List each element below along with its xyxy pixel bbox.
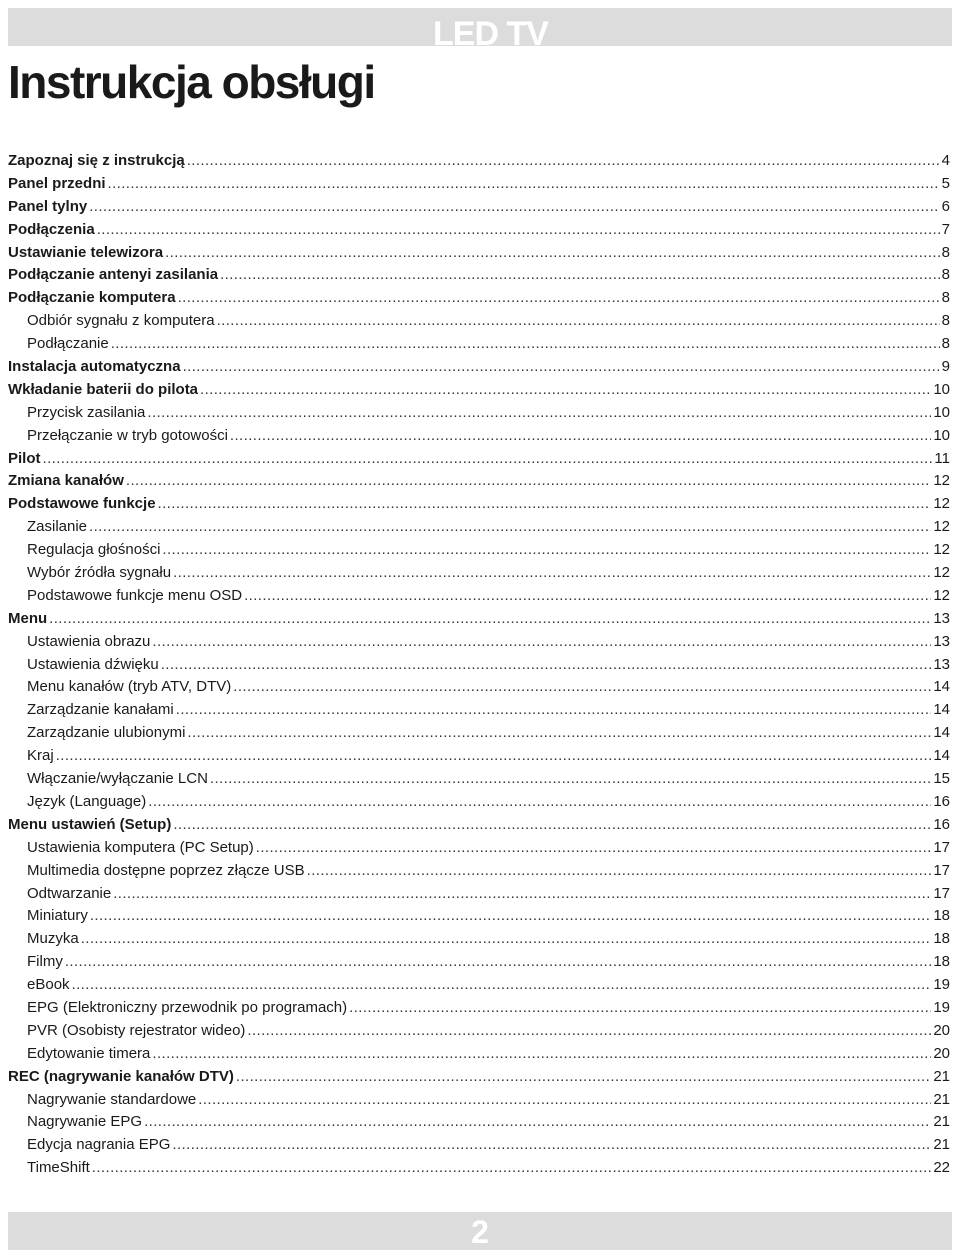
toc-entry[interactable]	[8, 448, 950, 471]
toc-entry[interactable]	[8, 1134, 950, 1157]
toc-leader-dots	[176, 699, 932, 722]
toc-leader-dots	[173, 562, 931, 585]
toc-leader-dots	[178, 287, 940, 310]
toc-entry-label: Odbiór sygnału z komputera	[27, 312, 215, 330]
toc-leader-dots	[236, 1066, 931, 1089]
toc-leader-dots	[183, 356, 940, 379]
toc-entry[interactable]	[8, 150, 950, 173]
toc-leader-dots	[161, 654, 932, 677]
toc-entry[interactable]	[8, 1020, 950, 1043]
toc-entry[interactable]	[8, 974, 950, 997]
toc-leader-dots	[113, 883, 931, 906]
toc-entry-page: 16	[933, 815, 950, 833]
toc-leader-dots	[158, 493, 932, 516]
toc-entry[interactable]	[8, 493, 950, 516]
toc-entry[interactable]	[8, 242, 950, 265]
toc-entry[interactable]	[8, 997, 950, 1020]
toc-entry[interactable]	[8, 837, 950, 860]
toc-entry[interactable]	[8, 699, 950, 722]
toc-entry[interactable]	[8, 768, 950, 791]
toc-entry[interactable]	[8, 951, 950, 974]
toc-entry[interactable]	[8, 539, 950, 562]
toc-entry-label: Podłączenia	[8, 220, 95, 238]
toc-entry-label: Ustawienia komputera (PC Setup)	[27, 838, 254, 856]
toc-entry-page: 17	[933, 884, 950, 902]
toc-entry-page: 20	[933, 1021, 950, 1039]
toc-entry-page: 21	[933, 1136, 950, 1154]
toc-entry-label: Włączanie/wyłączanie LCN	[27, 770, 208, 788]
toc-entry-page: 18	[933, 930, 950, 948]
toc-entry[interactable]	[8, 196, 950, 219]
toc-leader-dots	[217, 310, 940, 333]
toc-leader-dots	[349, 997, 931, 1020]
toc-leader-dots	[56, 745, 932, 768]
toc-leader-dots	[152, 631, 931, 654]
toc-entry[interactable]	[8, 470, 950, 493]
product-name: LED TV	[433, 15, 548, 53]
toc-leader-dots	[244, 585, 931, 608]
toc-leader-dots	[126, 470, 931, 493]
toc-entry-page: 17	[933, 838, 950, 856]
toc-entry-label: Panel tylny	[8, 197, 88, 215]
toc-entry-label: Wkładanie baterii do pilota	[8, 380, 199, 398]
toc-entry-page: 12	[933, 564, 950, 582]
toc-entry-page: 6	[941, 197, 950, 215]
toc-entry-page: 22	[933, 1159, 950, 1177]
toc-entry-page: 8	[941, 266, 950, 284]
toc-entry-label: Nagrywanie EPG	[27, 1113, 143, 1131]
toc-entry[interactable]	[8, 1089, 950, 1112]
toc-leader-dots	[198, 1089, 931, 1112]
toc-entry[interactable]	[8, 173, 950, 196]
toc-entry-label: TimeShift	[27, 1159, 90, 1177]
toc-entry-label: Przycisk zasilania	[27, 403, 146, 421]
toc-entry-page: 18	[933, 907, 950, 925]
toc-leader-dots	[147, 402, 931, 425]
toc-entry-label: Podłączanie komputera	[8, 289, 176, 307]
toc-entry-page: 13	[933, 609, 950, 627]
toc-entry-page: 8	[941, 243, 950, 261]
page-number: 2	[471, 1214, 489, 1250]
toc-entry-label: Zapoznaj się z instrukcją	[8, 152, 185, 169]
toc-entry-page: 14	[933, 747, 950, 765]
toc-entry[interactable]	[8, 219, 950, 242]
toc-entry[interactable]	[8, 425, 950, 448]
toc-leader-dots	[172, 1134, 931, 1157]
toc-entry[interactable]	[8, 814, 950, 837]
toc-leader-dots	[92, 1157, 932, 1180]
toc-entry-page: 12	[933, 586, 950, 604]
toc-entry[interactable]	[8, 631, 950, 654]
toc-entry[interactable]	[8, 883, 950, 906]
toc-entry[interactable]	[8, 791, 950, 814]
toc-entry-page: 14	[933, 678, 950, 696]
toc-leader-dots	[72, 974, 932, 997]
toc-entry-page: 20	[933, 1044, 950, 1062]
toc-entry[interactable]	[8, 1111, 950, 1134]
toc-leader-dots	[148, 791, 931, 814]
footer-bar	[8, 1212, 952, 1250]
toc-entry-page: 12	[933, 472, 950, 490]
toc-entry-page: 7	[941, 220, 950, 238]
toc-entry-label: Menu	[8, 609, 48, 627]
toc-entry-label: Podstawowe funkcje	[8, 495, 156, 513]
toc-leader-dots	[256, 837, 932, 860]
toc-entry-page: 8	[941, 289, 950, 307]
toc-entry-label: Instalacja automatyczna	[8, 358, 181, 376]
toc-entry[interactable]	[8, 333, 950, 356]
toc-leader-dots	[152, 1043, 931, 1066]
toc-entry[interactable]	[8, 356, 950, 379]
toc-entry-label: Multimedia dostępne poprzez złącze USB	[27, 861, 305, 879]
toc-entry-label: Menu ustawień (Setup)	[8, 815, 172, 833]
toc-entry-label: Język (Language)	[27, 792, 147, 810]
toc-entry-label: Pilot	[8, 449, 41, 467]
toc-entry-page: 14	[933, 724, 950, 742]
toc-entry-label: Podłączanie antenyi zasilania	[8, 266, 219, 284]
toc-entry-page: 12	[933, 518, 950, 536]
toc-entry[interactable]	[8, 287, 950, 310]
toc-entry[interactable]	[8, 1157, 950, 1180]
toc-entry-label: Menu kanałów (tryb ATV, DTV)	[27, 678, 232, 696]
toc-entry-label: Podstawowe funkcje menu OSD	[27, 586, 243, 604]
toc-entry-label: Edycja nagrania EPG	[27, 1136, 171, 1154]
toc-entry-page: 9	[941, 358, 950, 376]
toc-entry-label: Ustawianie telewizora	[8, 243, 164, 261]
toc-leader-dots	[233, 676, 931, 699]
toc-entry-page: 13	[933, 632, 950, 650]
toc-entry-label: eBook	[27, 976, 70, 994]
toc-entry-page: 5	[941, 174, 950, 192]
toc-entry[interactable]	[8, 860, 950, 883]
toc-entry-label: Miniatury	[27, 907, 88, 925]
toc-entry[interactable]	[8, 608, 950, 631]
toc-entry-label: Odtwarzanie	[27, 884, 112, 902]
toc-leader-dots	[173, 814, 931, 837]
toc-entry[interactable]	[8, 562, 950, 585]
page-title: Instrukcja obsługi	[8, 56, 375, 108]
toc-entry-page: 19	[933, 998, 950, 1016]
toc-leader-dots	[65, 951, 931, 974]
header-bar	[8, 8, 952, 53]
toc-entry-label: Muzyka	[27, 930, 79, 948]
toc-entry-label: Nagrywanie standardowe	[27, 1090, 197, 1108]
toc-entry-label: Ustawienia dźwięku	[27, 655, 159, 673]
toc-leader-dots	[49, 608, 931, 631]
toc-entry-label: Zasilanie	[27, 518, 88, 536]
toc-entry-label: Edytowanie timera	[27, 1044, 151, 1062]
toc-entry-label: REC (nagrywanie kanałów DTV)	[8, 1067, 234, 1085]
toc-entry-page: 8	[941, 312, 950, 330]
toc-entry-label: Przełączanie w tryb gotowości	[27, 426, 228, 444]
toc-leader-dots	[89, 516, 931, 539]
toc-entry[interactable]	[8, 722, 950, 745]
toc-entry[interactable]	[8, 676, 950, 699]
toc-entry-page: 8	[941, 335, 950, 353]
toc-entry-page: 15	[933, 770, 950, 788]
toc-leader-dots	[165, 242, 940, 265]
toc-entry-label: Filmy	[27, 953, 63, 971]
toc-entry-page: 19	[933, 976, 950, 994]
toc-entry[interactable]	[8, 402, 950, 425]
toc-entry-label: Zarządzanie ulubionymi	[27, 724, 186, 742]
toc-entry-label: Podłączanie	[27, 335, 109, 353]
toc-entry[interactable]	[8, 745, 950, 768]
table-of-contents	[8, 150, 950, 1180]
toc-entry-page: 12	[933, 541, 950, 559]
toc-entry-label: Regulacja głośności	[27, 541, 161, 559]
toc-entry-page: 4	[941, 152, 950, 169]
toc-leader-dots	[187, 150, 940, 173]
toc-entry-label: Zmiana kanałów	[8, 472, 124, 490]
toc-entry-page: 13	[933, 655, 950, 673]
toc-entry-page: 21	[933, 1090, 950, 1108]
toc-leader-dots	[307, 860, 932, 883]
toc-entry[interactable]	[8, 310, 950, 333]
toc-entry[interactable]	[8, 1066, 950, 1089]
toc-entry-label: EPG (Elektroniczny przewodnik po programach)	[27, 998, 348, 1016]
toc-leader-dots	[210, 768, 931, 791]
toc-entry[interactable]	[8, 1043, 950, 1066]
toc-entry-page: 10	[933, 403, 950, 421]
toc-leader-dots	[187, 722, 931, 745]
toc-entry[interactable]	[8, 379, 950, 402]
toc-entry[interactable]	[8, 585, 950, 608]
toc-entry-page: 18	[933, 953, 950, 971]
toc-entry-page: 17	[933, 861, 950, 879]
toc-leader-dots	[230, 425, 931, 448]
toc-entry-label: Zarządzanie kanałami	[27, 701, 174, 719]
toc-entry-page: 10	[933, 426, 950, 444]
toc-entry-page: 21	[933, 1067, 950, 1085]
toc-entry-page: 11	[934, 449, 950, 467]
toc-entry[interactable]	[8, 928, 950, 951]
toc-entry-label: Wybór źródła sygnału	[27, 564, 172, 582]
toc-leader-dots	[144, 1111, 931, 1134]
toc-entry-label: Kraj	[27, 747, 54, 765]
toc-leader-dots	[111, 333, 940, 356]
toc-entry[interactable]	[8, 516, 950, 539]
toc-entry-page: 21	[933, 1113, 950, 1131]
toc-entry-page: 14	[933, 701, 950, 719]
toc-entry-label: Panel przedni	[8, 174, 106, 192]
toc-leader-dots	[90, 905, 931, 928]
toc-leader-dots	[162, 539, 931, 562]
toc-leader-dots	[108, 173, 940, 196]
toc-entry-page: 16	[933, 792, 950, 810]
toc-entry-label: Ustawienia obrazu	[27, 632, 151, 650]
toc-entry[interactable]	[8, 905, 950, 928]
toc-leader-dots	[97, 219, 940, 242]
toc-leader-dots	[200, 379, 931, 402]
toc-entry-page: 10	[933, 380, 950, 398]
toc-entry-label: PVR (Osobisty rejestrator wideo)	[27, 1021, 246, 1039]
toc-leader-dots	[43, 448, 933, 471]
toc-entry-page: 12	[933, 495, 950, 513]
toc-leader-dots	[220, 264, 940, 287]
toc-leader-dots	[247, 1020, 931, 1043]
toc-entry[interactable]	[8, 264, 950, 287]
toc-leader-dots	[81, 928, 932, 951]
toc-entry[interactable]	[8, 654, 950, 677]
toc-leader-dots	[89, 196, 939, 219]
